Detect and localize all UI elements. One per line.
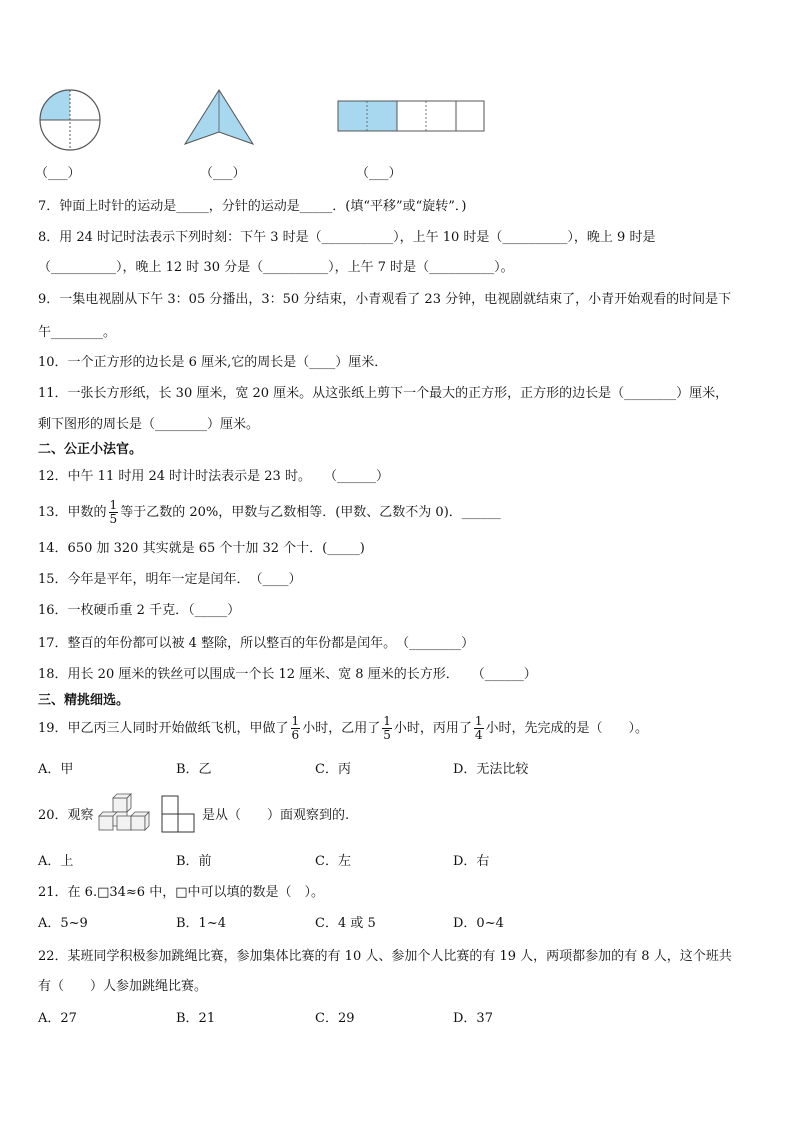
q22-option-d[interactable]: D．37: [453, 1011, 493, 1026]
fraction-denominator: 5: [383, 728, 391, 742]
q22-option-a[interactable]: A．27: [38, 1011, 77, 1026]
q19-option-b[interactable]: B．乙: [176, 762, 212, 777]
question-20-suffix: 是从（ ）面观察到的.: [202, 808, 350, 823]
question-15: 15．今年是平年，明年一定是闰年． （____）: [38, 572, 302, 587]
question-14: 14．650 加 320 其实就是 65 个十加 32 个十．(_____): [38, 541, 365, 556]
question-9-line-1: 9．一集电视剧从下午 3：05 分播出，3：50 分结束，小青观看了 23 分钟，电视剧就结束了，小青开始观看的时间是下: [38, 292, 732, 307]
question-11-line-2: 剩下图形的周长是（________）厘米。: [38, 417, 260, 432]
fraction-1-6: [291, 715, 301, 742]
q19-option-a[interactable]: A．甲: [38, 762, 74, 777]
figure-blank-2[interactable]: （___）: [200, 166, 246, 181]
fraction-denominator: 6: [291, 728, 300, 742]
question-10: 10．一个正方形的边长是 6 厘米,它的周长是（____）厘米．: [38, 355, 388, 370]
question-16: 16．一枚硬币重 2 千克．（_____）: [38, 603, 241, 618]
question-12: 12．中午 11 时用 24 时计时法表示是 23 时。 （______）: [38, 469, 389, 484]
q20-option-c[interactable]: C．左: [315, 854, 351, 869]
q21-option-d[interactable]: D．0~4: [453, 916, 504, 931]
strip-figure: [338, 101, 486, 132]
fraction-1-4: [474, 715, 484, 742]
q21-option-a[interactable]: A．5~9: [38, 916, 88, 931]
q21-option-b[interactable]: B．1~4: [176, 916, 226, 931]
q20-option-b[interactable]: B．前: [176, 854, 212, 869]
section-3-heading: 三、精挑细选。: [38, 693, 130, 708]
question-8-line-2: （__________），晚上 12 时 30 分是（__________），上午 7 时是（__________）。: [38, 260, 514, 275]
question-17: 17．整百的年份都可以被 4 整除，所以整百的年份都是闰年。 （________）: [38, 636, 475, 651]
cubes-figure: [97, 794, 153, 834]
q19-option-c[interactable]: C．丙: [315, 762, 351, 777]
question-22-line-1: 22．某班同学积极参加跳绳比赛，参加集体比赛的有 10 人、参加个人比赛的有 19 人，两项都参加的有 8 人，这个班共: [38, 949, 732, 964]
question-13-suffix: 等于乙数的 20%，甲数与乙数相等．(甲数、乙数不为 0)．______: [120, 505, 501, 520]
fraction-1-5: [109, 499, 119, 526]
q20-option-a[interactable]: A．上: [38, 854, 74, 869]
question-18: 18．用长 20 厘米的铁丝可以围成一个长 12 厘米、宽 8 厘米的长方形． （______）: [38, 667, 537, 682]
question-9-line-2: 午________。: [38, 325, 117, 340]
question-7: 7．钟面上时针的运动是_____，分针的运动是_____．(填“平移”或“旋转”．): [38, 199, 467, 214]
triangle-figure: [183, 88, 255, 146]
question-19: [38, 712, 648, 746]
fraction-denominator: 5: [109, 512, 118, 526]
question-13: [38, 496, 501, 530]
question-19-part-1: 19．甲乙丙三人同时开始做纸飞机，甲做了: [38, 721, 289, 736]
circle-figure: [38, 88, 102, 152]
question-11-line-1: 11．一张长方形纸，长 30 厘米，宽 20 厘米。从这张纸上剪下一个最大的正方形，正方形的边长是（________）厘米，: [38, 386, 729, 401]
view-figure: [161, 795, 195, 833]
fraction-numerator: 1: [291, 714, 300, 728]
question-19-part-3: 小时，丙用了: [393, 721, 472, 736]
fraction-1-5: [382, 715, 392, 742]
q22-option-c[interactable]: C．29: [315, 1011, 355, 1026]
question-19-part-2: 小时，乙用了: [302, 721, 381, 736]
question-20-prefix: 20．观察: [38, 808, 94, 823]
fraction-numerator: 1: [109, 498, 118, 512]
fraction-denominator: 4: [474, 728, 483, 742]
question-21: 21．在 6.□34≈6 中，□中可以填的数是（ ）。: [38, 885, 324, 900]
fraction-numerator: 1: [383, 714, 391, 728]
fraction-numerator: 1: [474, 714, 483, 728]
question-8-line-1: 8．用 24 时记时法表示下列时刻：下午 3 时是（___________），上午 10 时是（__________），晚上 9 时是: [38, 230, 656, 245]
q22-option-b[interactable]: B．21: [176, 1011, 216, 1026]
q20-option-d[interactable]: D．右: [453, 854, 490, 869]
question-13-prefix: 13．甲数的: [38, 505, 107, 520]
q19-option-d[interactable]: D．无法比较: [453, 762, 529, 777]
figure-blank-3[interactable]: （___）: [356, 166, 402, 181]
figure-blank-1[interactable]: （___）: [35, 166, 81, 181]
section-2-heading: 二、公正小法官。: [38, 442, 143, 457]
question-19-part-4: 小时，先完成的是（ ）。: [485, 721, 649, 736]
question-22-line-2: 有（ ）人参加跳绳比赛。: [38, 979, 208, 994]
q21-option-c[interactable]: C．4 或 5: [315, 916, 376, 931]
